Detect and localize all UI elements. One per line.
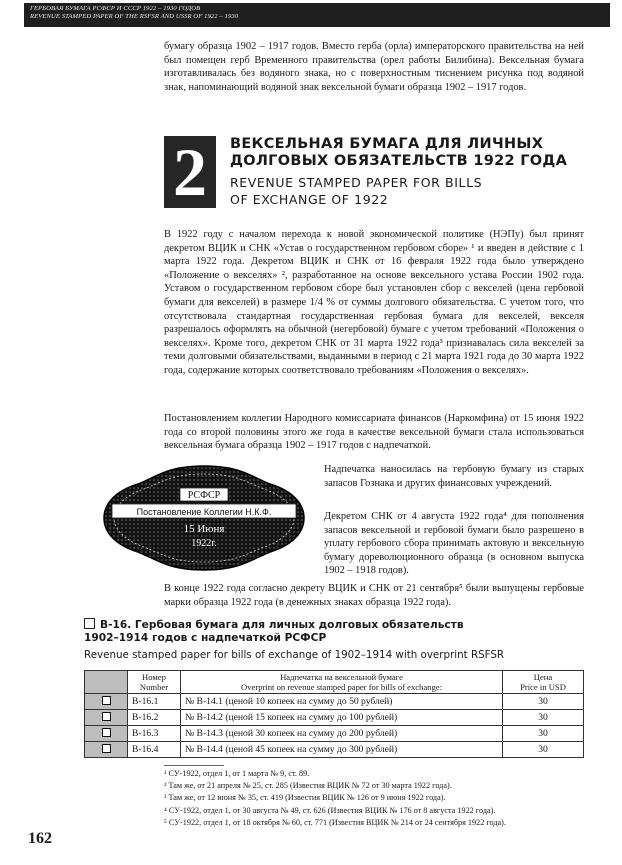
section-title-en: REVENUE STAMPED PAPER FOR BILLS OF EXCHANGE OF 1922 bbox=[230, 175, 483, 207]
footnote-4: ⁴ СУ-1922, отдел 1, от 30 августа № 49, ст. 626 (Известия ВЦИК № 176 от 8 августа 1922 года). bbox=[164, 805, 496, 815]
table-row: В-16.3 № В-14.3 (ценой 30 копеек на сумму до 200 рублей) 30 bbox=[85, 726, 584, 742]
checkbox-icon bbox=[102, 744, 111, 753]
footnote-2: ² Там же, от 21 апреля № 25, ст. 285 (Известия ВЦИК № 72 от 30 марта 1922 года). bbox=[164, 781, 452, 791]
checkbox-icon bbox=[102, 696, 111, 705]
page-number: 162 bbox=[28, 830, 52, 847]
table-header-check bbox=[85, 671, 128, 694]
overprint-rsfsr: РСФСР bbox=[187, 490, 221, 501]
overprint-stamp-image bbox=[100, 462, 308, 574]
paragraph-4: Декретом СНК от 4 августа 1922 года⁴ для пополнения запасов вексельной и гербовой бумаги было разрешено в уплату гербового сбора принимать актовую и вексельную бумагу дореволюционного образца (в основном выпуска 1902 – 1918 годов). bbox=[324, 511, 584, 577]
overprint-date: 15 Июня bbox=[183, 523, 225, 535]
header-line-en: REVENUE STAMPED PAPER OF THE RSFSR AND USSR OF 1922 – 1930 bbox=[30, 13, 239, 20]
section-title-ru: ВЕКСЕЛЬНАЯ БУМАГА ДЛЯ ЛИЧНЫХ ДОЛГОВЫХ ОБЯЗАТЕЛЬСТВ 1922 ГОДА bbox=[230, 136, 568, 169]
table-row: В-16.2 № В-14.2 (ценой 15 копеек на сумму до 100 рублей) 30 bbox=[85, 710, 584, 726]
header-line-ru: ГЕРБОВАЯ БУМАГА РСФСР И СССР 1922 – 1930 ГОДОВ bbox=[30, 5, 201, 12]
catalog-title: В-16. Гербовая бумага для личных долговых обязательств 1902–1914 годов с надпечаткой РСФСР bbox=[84, 619, 464, 644]
catalog-subtitle-en: Revenue stamped paper for bills of exchange of 1902–1914 with overprint RSFSR bbox=[84, 649, 505, 661]
checkbox-icon bbox=[102, 728, 111, 737]
footnote-5: ⁵ СУ-1922, отдел 1, от 18 октября № 60, ст. 771 (Известия ВЦИК № 214 от 24 сентября 1922 года). bbox=[164, 817, 506, 827]
table-row: В-16.4 № В-14.4 (ценой 45 копеек на сумму до 300 рублей) 30 bbox=[85, 742, 584, 758]
checkbox-icon bbox=[102, 712, 111, 721]
paragraph-5: В конце 1922 года согласно декрету ВЦИК и СНК от 21 сентября⁵ были выпущены гербовые марки образца 1922 года (в денежных знаках образца 1922 года). bbox=[164, 583, 584, 608]
footnote-1: ¹ СУ-1922, отдел 1, от 1 марта № 9, ст. 89. bbox=[164, 769, 310, 778]
paragraph-1: В 1922 году с началом перехода к новой экономической политике (НЭПу) был принят декретом ВЦИК и СНК «Устав о государственном гербовом сборе» ¹ и введен в действие с 1 марта 1922 года. Декретом ВЦИК и СНК от 16 февраля 1922 года было утверждено «Положение о векселях» ², разработанное на основе вексельного устава России 1902 года. Уставом о государственном гербовом сборе был установлен сбор с векселей (цена гербовой бумаги для векселей) в размере 1/4 % от суммы долгового обязательства. С учетом того, что отсутствовала стандартная государственная гербовая бумага для векселей, векселя разрешалось оформлять на обычной (негербовой) бумаге с учетом требований «Положения о векселях». Кроме того, декретом СНК от 31 марта 1922 года³ признавалась сила векселей за теми долговыми обязательствами, выданными в период с 21 марта 1921 года до 30 марта 1922 года, содержание которых соответствовало требованиям «Положения о векселях». bbox=[164, 229, 584, 376]
overprint-year: 1922г. bbox=[191, 538, 217, 549]
catalog-table bbox=[84, 670, 584, 758]
section-number-badge: 2 bbox=[164, 136, 216, 208]
running-header bbox=[24, 3, 610, 27]
table-header-overprint: Надпечатка на вексельной бумаге Overprint on revenue stamped paper for bills of exchange: bbox=[181, 671, 503, 694]
paragraph-2: Постановлением коллегии Народного комиссариата финансов (Наркомфина) от 15 июня 1922 года со второй половины этого же года в качестве вексельной бумаги стала использоваться вексельная бумага образца 1902 – 1917 годов с надпечаткой. bbox=[164, 413, 584, 452]
intro-paragraph: бумагу образца 1902 – 1917 годов. Вместо герба (орла) императорского правительства на ней был помещен герб Временного правительства (орел работы Билибина). Вексельная бумага изготавливалась без водяного знака, но с поверхностным тиснением рисунка под водяной знак, напоминающий водяной знак вексельной бумаги образца 1902 – 1917 годов. bbox=[164, 41, 584, 93]
table-row: В-16.1 № В-14.1 (ценой 10 копеек на сумму до 50 рублей) 30 bbox=[85, 694, 584, 710]
footnotes bbox=[164, 768, 506, 829]
paragraph-3: Надпечатка наносилась на гербовую бумагу из старых запасов Гознака и других финансовых учреждений. bbox=[324, 464, 584, 489]
footnote-divider bbox=[164, 765, 224, 766]
footnote-3: ³ Там же, от 12 июня № 35, ст. 419 (Известия ВЦИК № 126 от 9 июня 1922 года). bbox=[164, 793, 446, 803]
table-header-number: Номер Number bbox=[128, 671, 181, 694]
table-header-price: Цена Price in USD bbox=[503, 671, 584, 694]
checkbox-icon bbox=[84, 618, 95, 629]
overprint-resolution: Постановление Коллегии Н.К.Ф. bbox=[136, 507, 272, 517]
